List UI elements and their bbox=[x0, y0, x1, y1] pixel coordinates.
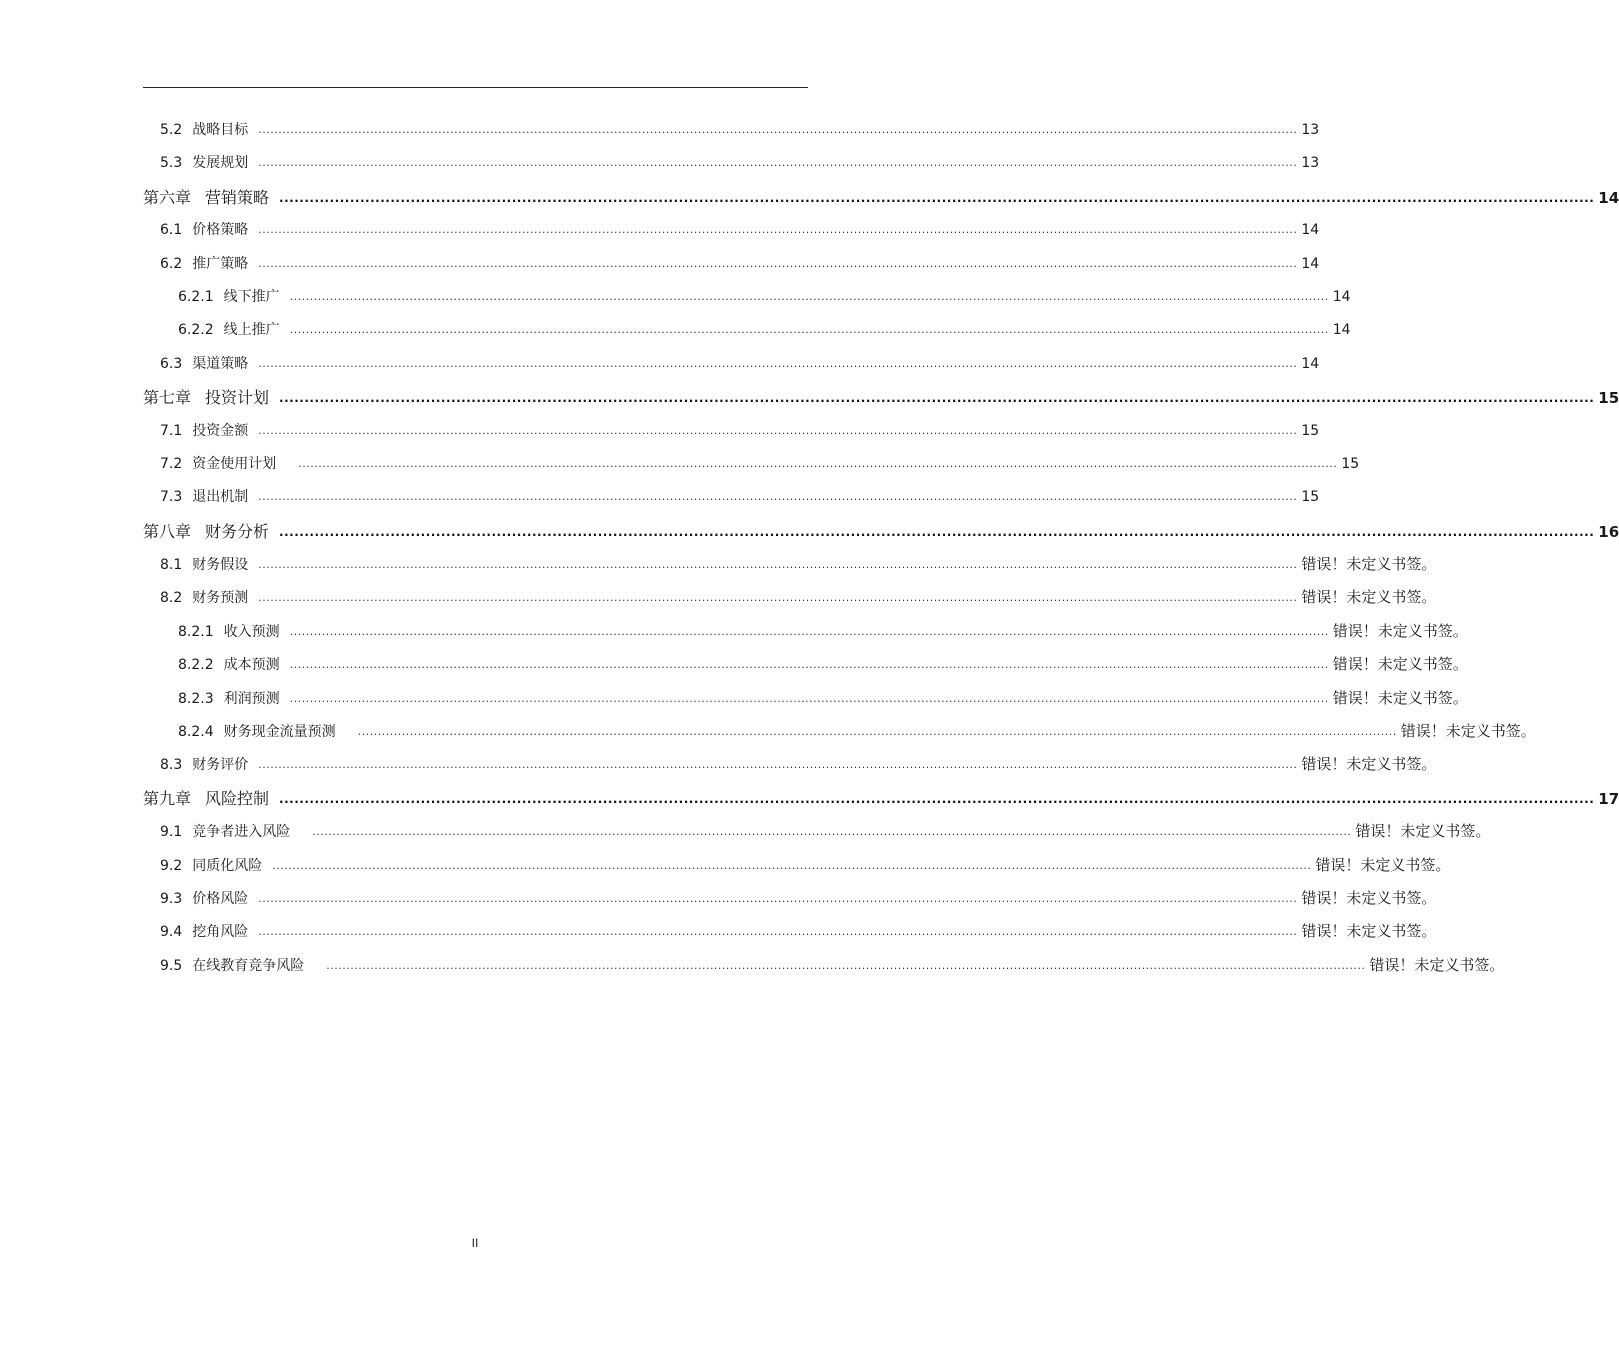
toc-dot-leader: .................................................................................................................................................................................................................................................................... bbox=[298, 456, 1338, 470]
toc-entry-number: 7.2 bbox=[160, 455, 183, 472]
toc-entry-number: 8.1 bbox=[160, 557, 183, 574]
toc-entry-title: 资金使用计划 bbox=[192, 455, 277, 472]
toc-entry-title: 财务预测 bbox=[192, 590, 249, 607]
toc-section-entry[interactable] bbox=[143, 648, 1468, 681]
toc-entry-title: 财务评价 bbox=[192, 757, 249, 774]
toc-entry-title: 退出机制 bbox=[192, 489, 249, 506]
toc-entry-page: 错误！未定义书签。 bbox=[1301, 588, 1437, 607]
toc-entry-title: 挖角风险 bbox=[192, 924, 249, 941]
toc-entry-number: 8.2.1 bbox=[178, 623, 214, 640]
toc-chapter-entry[interactable] bbox=[143, 515, 1619, 548]
toc-section-entry[interactable] bbox=[143, 281, 1351, 314]
toc-entry-title: 战略目标 bbox=[192, 122, 249, 138]
toc-entry-title: 价格风险 bbox=[192, 890, 249, 907]
toc-entry-title: 利润预测 bbox=[223, 690, 280, 707]
toc-entry-title: 风险控制 bbox=[205, 788, 270, 808]
toc-entry-page: 15 bbox=[1301, 422, 1320, 439]
toc-section-entry[interactable] bbox=[143, 448, 1360, 481]
toc-entry-number: 6.1 bbox=[160, 222, 183, 239]
toc-entry-title: 渠道策略 bbox=[192, 355, 249, 372]
toc-entry-number: 第八章 bbox=[143, 521, 192, 541]
toc-entry-page: 14 bbox=[1301, 222, 1320, 239]
toc-entry-title: 推广策略 bbox=[192, 255, 249, 272]
toc-entry-page: 错误！未定义书签。 bbox=[1301, 888, 1437, 907]
toc-entry-number: 6.2 bbox=[160, 255, 183, 272]
toc-entry-title: 竞争者进入风险 bbox=[192, 824, 291, 841]
toc-entry-number: 6.3 bbox=[160, 355, 183, 372]
toc-dot-leader: .................................................................................................................................................................................................................................................................... bbox=[279, 391, 1595, 406]
toc-entry-page: 15 bbox=[1341, 455, 1360, 472]
toc-entry-title: 线下推广 bbox=[223, 288, 280, 305]
toc-section-entry[interactable] bbox=[143, 682, 1468, 715]
toc-entry-page: 错误！未定义书签。 bbox=[1301, 555, 1437, 574]
toc-entry-title: 营销策略 bbox=[205, 187, 270, 207]
toc-entry-title: 同质化风险 bbox=[192, 857, 263, 874]
toc-entry-number: 第九章 bbox=[143, 788, 192, 808]
toc-dot-leader: .................................................................................................................................................................................................................................................................... bbox=[312, 825, 1352, 839]
toc-section-entry[interactable] bbox=[143, 915, 1437, 948]
toc-entry-page: 15 bbox=[1301, 489, 1320, 506]
toc-entry-page: 错误！未定义书签。 bbox=[1315, 855, 1451, 874]
toc-section-entry[interactable] bbox=[143, 314, 1351, 347]
toc-entry-title: 投资计划 bbox=[205, 388, 270, 408]
toc-dot-leader: .................................................................................................................................................................................................................................................................... bbox=[258, 423, 1298, 437]
toc-section-entry[interactable] bbox=[143, 548, 1437, 581]
toc-dot-leader: .................................................................................................................................................................................................................................................................... bbox=[289, 624, 1329, 638]
toc-section-entry[interactable] bbox=[143, 715, 1536, 748]
toc-section-entry[interactable] bbox=[143, 581, 1437, 614]
toc-dot-leader: .................................................................................................................................................................................................................................................................... bbox=[326, 958, 1366, 972]
toc-entry-page: 14 bbox=[1301, 255, 1320, 272]
toc-entry-number: 8.2.3 bbox=[178, 690, 214, 707]
toc-dot-leader: .................................................................................................................................................................................................................................................................... bbox=[289, 289, 1329, 303]
toc-dot-leader: .................................................................................................................................................................................................................................................................... bbox=[258, 490, 1298, 504]
toc-entry-title: 在线教育竞争风险 bbox=[192, 957, 305, 974]
toc-dot-leader: .................................................................................................................................................................................................................................................................... bbox=[279, 524, 1595, 539]
toc-dot-leader: .................................................................................................................................................................................................................................................................... bbox=[258, 223, 1298, 237]
toc-entry-title: 发展规划 bbox=[192, 155, 249, 172]
toc-dot-leader: .................................................................................................................................................................................................................................................................... bbox=[258, 891, 1298, 905]
toc-dot-leader: .................................................................................................................................................................................................................................................................... bbox=[258, 758, 1298, 772]
toc-dot-leader: .................................................................................................................................................................................................................................................................... bbox=[289, 323, 1329, 337]
toc-entry-page: 13 bbox=[1301, 155, 1320, 172]
toc-section-entry[interactable] bbox=[143, 248, 1320, 281]
toc-section-entry[interactable] bbox=[143, 849, 1451, 882]
toc-entry-title: 财务分析 bbox=[205, 521, 270, 541]
toc-chapter-entry[interactable] bbox=[143, 181, 1619, 214]
toc-dot-leader: .................................................................................................................................................................................................................................................................... bbox=[258, 256, 1298, 270]
toc-dot-leader: .................................................................................................................................................................................................................................................................... bbox=[289, 691, 1329, 705]
toc-dot-leader: .................................................................................................................................................................................................................................................................... bbox=[279, 791, 1595, 806]
toc-section-entry[interactable] bbox=[143, 147, 1320, 180]
toc-entry-number: 5.2 bbox=[160, 122, 183, 138]
toc-section-entry[interactable] bbox=[143, 481, 1320, 514]
toc-dot-leader: .................................................................................................................................................................................................................................................................... bbox=[258, 356, 1298, 370]
page-number: II bbox=[471, 1236, 479, 1250]
toc-section-entry[interactable] bbox=[143, 815, 1491, 848]
toc-entry-title: 线上推广 bbox=[223, 322, 280, 339]
toc-dot-leader: .................................................................................................................................................................................................................................................................... bbox=[279, 190, 1595, 205]
toc-section-entry[interactable] bbox=[143, 415, 1320, 448]
toc-entry-page: 14 bbox=[1332, 288, 1351, 305]
toc-entry-page: 错误！未定义书签。 bbox=[1332, 655, 1468, 674]
toc-section-entry[interactable] bbox=[143, 214, 1320, 247]
toc-entry-number: 8.3 bbox=[160, 757, 183, 774]
toc-entry-number: 8.2 bbox=[160, 590, 183, 607]
toc-section-entry[interactable] bbox=[143, 114, 1320, 147]
toc-entry-page: 错误！未定义书签。 bbox=[1301, 922, 1437, 941]
toc-section-entry[interactable] bbox=[143, 949, 1505, 982]
toc-entry-number: 第六章 bbox=[143, 187, 192, 207]
toc-entry-title: 财务现金流量预测 bbox=[223, 724, 336, 741]
toc-chapter-entry[interactable] bbox=[143, 381, 1619, 414]
toc-entry-page: 错误！未定义书签。 bbox=[1332, 621, 1468, 640]
toc-entry-title: 收入预测 bbox=[223, 623, 280, 640]
header-rule bbox=[143, 87, 808, 88]
toc-dot-leader: .................................................................................................................................................................................................................................................................... bbox=[258, 925, 1298, 939]
toc-entry-number: 9.4 bbox=[160, 924, 183, 941]
toc-entry-number: 第七章 bbox=[143, 388, 192, 408]
toc-entry-number: 8.2.2 bbox=[178, 657, 214, 674]
toc-entry-number: 5.3 bbox=[160, 155, 183, 172]
toc-entry-page: 15 bbox=[1598, 389, 1619, 408]
toc-section-entry[interactable] bbox=[143, 615, 1468, 648]
toc-entry-number: 7.1 bbox=[160, 422, 183, 439]
toc-dot-leader: .................................................................................................................................................................................................................................................................... bbox=[258, 156, 1298, 170]
toc-entry-page: 14 bbox=[1598, 188, 1619, 207]
toc-entry-page: 错误！未定义书签。 bbox=[1400, 722, 1536, 741]
toc-chapter-entry[interactable] bbox=[143, 782, 1619, 815]
toc-entry-number: 9.5 bbox=[160, 957, 183, 974]
toc-entry-number: 7.3 bbox=[160, 489, 183, 506]
toc-entry-number: 6.2.1 bbox=[178, 288, 214, 305]
toc-entry-title: 成本预测 bbox=[223, 657, 280, 674]
toc-dot-leader: .................................................................................................................................................................................................................................................................... bbox=[258, 558, 1298, 572]
toc-dot-leader: .................................................................................................................................................................................................................................................................... bbox=[289, 658, 1329, 672]
toc-section-entry[interactable] bbox=[143, 348, 1320, 381]
toc-entry-title: 投资金额 bbox=[192, 422, 249, 439]
toc-entry-page: 错误！未定义书签。 bbox=[1332, 688, 1468, 707]
toc-entry-number: 8.2.4 bbox=[178, 724, 214, 741]
toc-entry-number: 9.1 bbox=[160, 824, 183, 841]
toc-dot-leader: .................................................................................................................................................................................................................................................................... bbox=[258, 123, 1298, 136]
toc-entry-number: 9.3 bbox=[160, 890, 183, 907]
toc-entry-title: 财务假设 bbox=[192, 557, 249, 574]
toc-entry-page: 16 bbox=[1598, 522, 1619, 541]
toc-entry-page: 14 bbox=[1332, 322, 1351, 339]
toc-section-entry[interactable] bbox=[143, 882, 1437, 915]
toc-dot-leader: .................................................................................................................................................................................................................................................................... bbox=[258, 591, 1298, 605]
toc-entry-page: 17 bbox=[1598, 789, 1619, 808]
toc-entry-page: 13 bbox=[1301, 122, 1320, 138]
toc-entry-page: 错误！未定义书签。 bbox=[1301, 755, 1437, 774]
toc-dot-leader: .................................................................................................................................................................................................................................................................... bbox=[357, 725, 1397, 739]
toc-entry-page: 错误！未定义书签。 bbox=[1369, 955, 1505, 974]
toc-entry-page: 14 bbox=[1301, 355, 1320, 372]
toc-entry-number: 9.2 bbox=[160, 857, 183, 874]
toc-entry-page: 错误！未定义书签。 bbox=[1355, 822, 1491, 841]
toc-dot-leader: .................................................................................................................................................................................................................................................................... bbox=[272, 858, 1312, 872]
toc-entry-number: 6.2.2 bbox=[178, 322, 214, 339]
toc-entry-title: 价格策略 bbox=[192, 222, 249, 239]
toc-section-entry[interactable] bbox=[143, 748, 1437, 781]
table-of-contents bbox=[143, 114, 1619, 982]
